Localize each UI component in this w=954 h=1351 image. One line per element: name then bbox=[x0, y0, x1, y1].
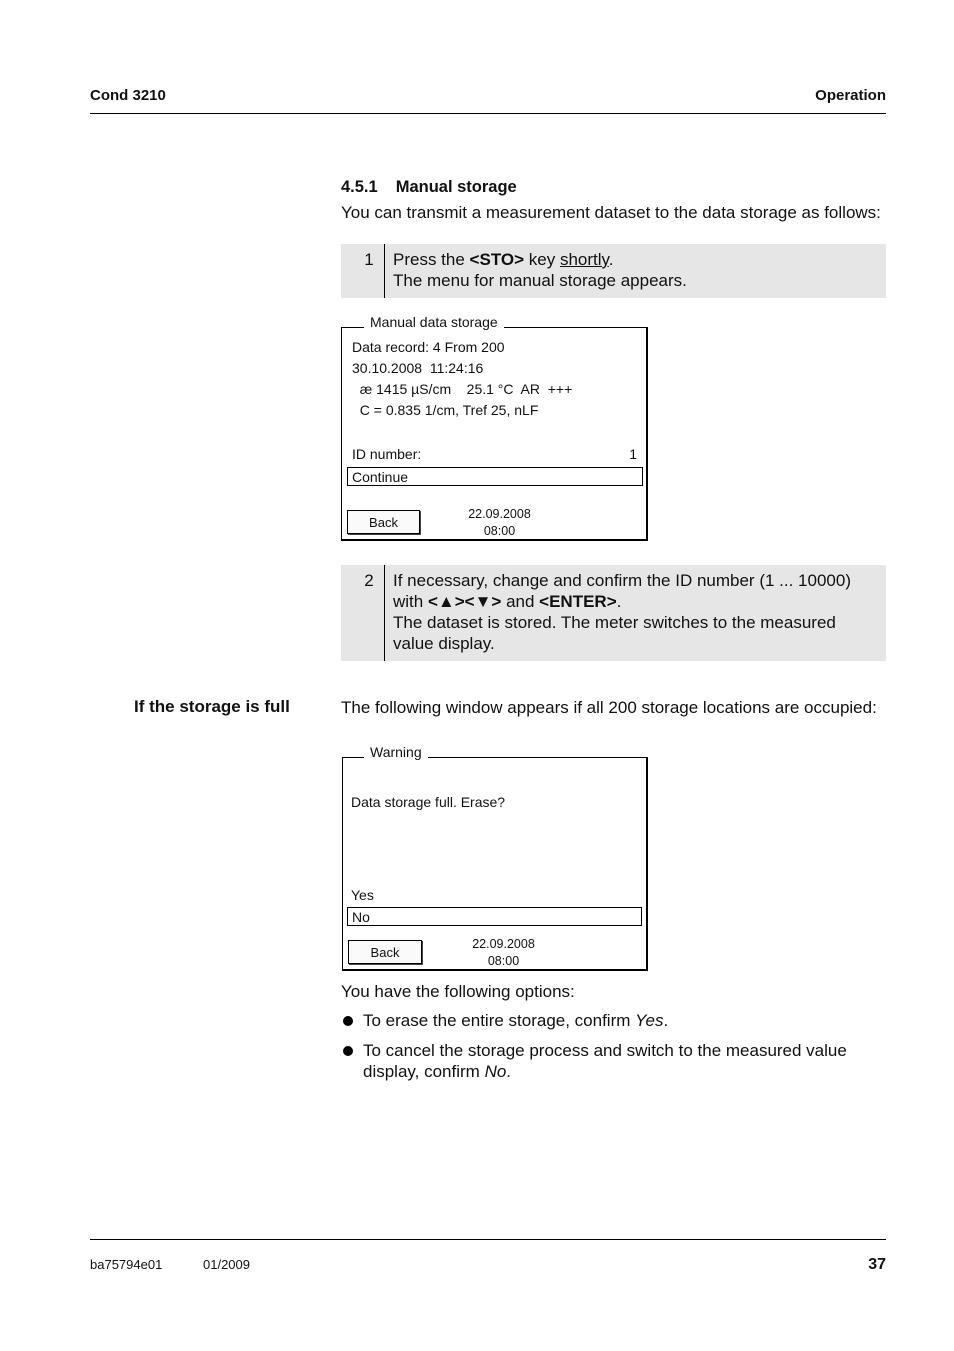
continue-option[interactable]: Continue bbox=[347, 467, 643, 486]
footer-rule bbox=[90, 1239, 886, 1240]
section-heading bbox=[341, 178, 517, 197]
warning-screen bbox=[342, 744, 648, 971]
yes-option[interactable]: Yes bbox=[351, 887, 374, 903]
enter-key: <ENTER> bbox=[539, 592, 617, 611]
back-button[interactable]: Back bbox=[347, 510, 420, 534]
id-number-label: ID number: bbox=[352, 446, 422, 462]
header-rule bbox=[90, 113, 886, 114]
warning-message: Data storage full. Erase? bbox=[351, 794, 506, 810]
side-heading-storage-full: If the storage is full bbox=[134, 697, 290, 716]
screen-datetime: 22.09.2008 08:00 bbox=[472, 937, 535, 968]
manual-data-storage-screen bbox=[341, 314, 648, 541]
bullet-icon bbox=[343, 1046, 353, 1056]
id-number-value[interactable]: 1 bbox=[629, 446, 637, 462]
warning-title: Warning bbox=[364, 744, 428, 760]
step-1 bbox=[341, 244, 886, 298]
header-chapter: Operation bbox=[815, 87, 886, 104]
intro-text: You can transmit a measurement dataset to the data storage as follows: bbox=[341, 203, 881, 222]
step-2 bbox=[341, 565, 886, 661]
page-number: 37 bbox=[868, 1256, 886, 1273]
footer-doc-number: ba75794e01 bbox=[90, 1257, 163, 1272]
step-2-number: 2 bbox=[364, 571, 374, 590]
step-1-text: Press the <STO> key shortly. The menu for manual storage appears. bbox=[393, 250, 687, 290]
footer-date: 01/2009 bbox=[203, 1257, 250, 1272]
sto-key: <STO> bbox=[469, 250, 525, 269]
timestamp-line: 30.10.2008 11:24:16 bbox=[352, 360, 484, 376]
bullet-icon bbox=[343, 1016, 353, 1026]
header-product: Cond 3210 bbox=[90, 87, 166, 104]
step-divider bbox=[384, 244, 385, 298]
measurement-line: æ 1415 µS/cm 25.1 °C AR +++ bbox=[352, 381, 573, 397]
section-number: 4.5.1 bbox=[341, 178, 378, 196]
step-divider bbox=[384, 565, 385, 661]
screen-title: Manual data storage bbox=[364, 314, 504, 330]
screen-datetime: 22.09.2008 08:00 bbox=[468, 507, 531, 538]
no-option[interactable]: No bbox=[347, 907, 642, 926]
step-2-text: If necessary, change and confirm the ID number (1 ... 10000) with <▲><▼> and <ENTER>. The dataset is stored. The meter switches to the measured value display. bbox=[393, 571, 851, 653]
arrow-keys: <▲><▼> bbox=[427, 592, 502, 611]
options-intro: You have the following options: bbox=[341, 982, 575, 1001]
cell-constant-line: C = 0.835 1/cm, Tref 25, nLF bbox=[352, 402, 539, 418]
step-1-number: 1 bbox=[364, 250, 374, 269]
storage-full-text: The following window appears if all 200 storage locations are occupied: bbox=[341, 698, 877, 717]
back-button[interactable]: Back bbox=[348, 940, 422, 964]
data-record-line: Data record: 4 From 200 bbox=[352, 339, 505, 355]
section-title: Manual storage bbox=[395, 178, 517, 196]
